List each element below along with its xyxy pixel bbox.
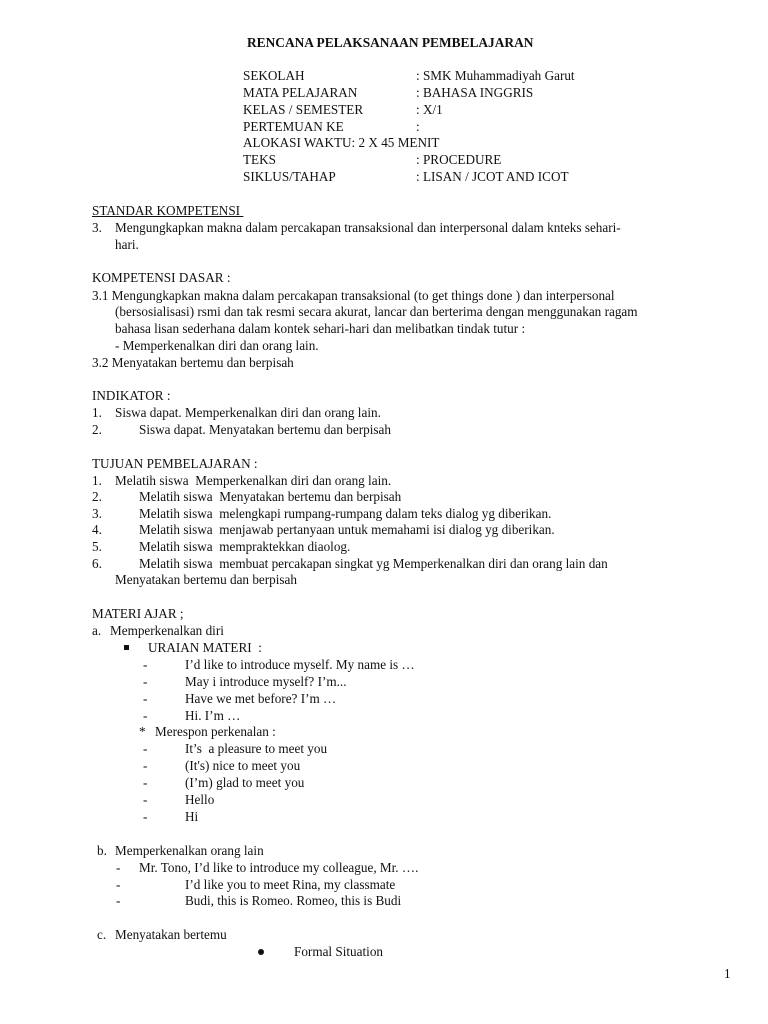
tujuan-item-4: Melatih siswa menjawab pertanyaan untuk memahami isi dialog yg diberikan. (139, 522, 555, 537)
indikator-item-2: Siswa dapat. Menyatakan bertemu dan berpisah (139, 422, 391, 437)
dash-marker: - (143, 758, 148, 773)
tujuan-num-4: 4. (92, 522, 102, 537)
materi-c-text: Menyatakan bertemu (115, 927, 227, 942)
info-value-pertemuan: : (416, 119, 420, 134)
respon-star: * (139, 724, 146, 739)
dash-marker: - (143, 691, 148, 706)
dash-marker: - (143, 708, 148, 723)
kompetensi-heading: KOMPETENSI DASAR : (92, 270, 231, 285)
standar-line-2: hari. (115, 237, 139, 252)
materi-a-text: Memperkenalkan diri (110, 623, 224, 638)
materi-heading: MATERI AJAR ; (92, 606, 184, 621)
standar-num: 3. (92, 220, 102, 235)
uraian-materi-heading: URAIAN MATERI : (148, 640, 262, 655)
info-label-mapel: MATA PELAJARAN (243, 85, 358, 100)
respon-heading: Merespon perkenalan : (155, 724, 276, 739)
document-title: RENCANA PELAKSANAAN PEMBELAJARAN (247, 35, 534, 50)
materi-c-label: c. (97, 927, 107, 942)
indikator-heading: INDIKATOR : (92, 388, 171, 403)
info-label-kelas: KELAS / SEMESTER (243, 102, 364, 117)
round-bullet-icon (258, 949, 264, 955)
respon-line-5: Hi (185, 809, 199, 824)
info-label-teks: TEKS (243, 152, 276, 167)
materi-b-label: b. (97, 843, 107, 858)
tujuan-num-3: 3. (92, 506, 102, 521)
info-label-siklus: SIKLUS/TAHAP (243, 169, 336, 184)
info-value-siklus: : LISAN / JCOT AND ICOT (416, 169, 569, 184)
kompetensi-line-5: 3.2 Menyatakan bertemu dan berpisah (92, 355, 294, 370)
dash-marker: - (116, 877, 121, 892)
tujuan-item-6-cont: Menyatakan bertemu dan berpisah (115, 572, 297, 587)
indikator-num-2: 2. (92, 422, 102, 437)
square-bullet-icon (124, 645, 129, 650)
standar-line-1: Mengungkapkan makna dalam percakapan transaksional dan interpersonal dalam knteks sehari- (115, 220, 621, 235)
intro-line-2: May i introduce myself? I’m... (185, 674, 347, 689)
kompetensi-line-3: bahasa lisan sederhana dalam kontek sehari-hari dan melibatkan tindak tutur : (115, 321, 526, 336)
info-label-pertemuan: PERTEMUAN KE (243, 119, 344, 134)
info-value-sekolah: : SMK Muhammadiyah Garut (416, 68, 575, 83)
dash-marker: - (143, 741, 148, 756)
dash-marker: - (143, 775, 148, 790)
info-label-alokasi: ALOKASI WAKTU: 2 X 45 MENIT (243, 135, 440, 150)
materi-b-text: Memperkenalkan orang lain (115, 843, 264, 858)
tujuan-num-2: 2. (92, 489, 102, 504)
tujuan-item-1: Melatih siswa Memperkenalkan diri dan orang lain. (115, 473, 392, 488)
intro-line-1: I’d like to introduce myself. My name is … (185, 657, 415, 672)
kompetensi-line-1: 3.1 Mengungkapkan makna dalam percakapan transaksional (to get things done ) dan interpersonal (92, 288, 615, 303)
info-label-sekolah: SEKOLAH (243, 68, 305, 83)
b-line-2: I’d like you to meet Rina, my classmate (185, 877, 396, 892)
page-number: 1 (724, 966, 731, 981)
materi-a-label: a. (92, 623, 102, 638)
kompetensi-line-2: (bersosialisasi) rsmi dan tak resmi secara akurat, lancar dan berterima dengan menggunakan ragam (115, 304, 638, 319)
indikator-num-1: 1. (92, 405, 102, 420)
info-value-mapel: : BAHASA INGGRIS (416, 85, 534, 100)
dash-marker: - (143, 809, 148, 824)
tujuan-item-2: Melatih siswa Menyatakan bertemu dan berpisah (139, 489, 402, 504)
respon-line-3: (I’m) glad to meet you (185, 775, 305, 790)
respon-line-1: It’s a pleasure to meet you (185, 741, 328, 756)
indikator-item-1: Siswa dapat. Memperkenalkan diri dan orang lain. (115, 405, 381, 420)
dash-marker: - (143, 674, 148, 689)
dash-marker: - (143, 657, 148, 672)
respon-line-4: Hello (185, 792, 215, 807)
info-value-teks: : PROCEDURE (416, 152, 502, 167)
b-line-1: Mr. Tono, I’d like to introduce my colleague, Mr. …. (139, 860, 419, 875)
standar-heading: STANDAR KOMPETENSI (92, 203, 244, 218)
tujuan-item-5: Melatih siswa mempraktekkan diaolog. (139, 539, 351, 554)
dash-marker: - (116, 860, 121, 875)
tujuan-heading: TUJUAN PEMBELAJARAN : (92, 456, 258, 471)
b-line-3: Budi, this is Romeo. Romeo, this is Budi (185, 893, 402, 908)
dash-marker: - (143, 792, 148, 807)
tujuan-num-6: 6. (92, 556, 102, 571)
kompetensi-line-4: - Memperkenalkan diri dan orang lain. (115, 338, 319, 353)
info-value-kelas: : X/1 (416, 102, 443, 117)
tujuan-item-3: Melatih siswa melengkapi rumpang-rumpang dalam teks dialog yg diberikan. (139, 506, 552, 521)
tujuan-num-5: 5. (92, 539, 102, 554)
tujuan-num-1: 1. (92, 473, 102, 488)
dash-marker: - (116, 893, 121, 908)
tujuan-item-6: Melatih siswa membuat percakapan singkat yg Memperkenalkan diri dan orang lain dan (139, 556, 608, 571)
intro-line-3: Have we met before? I’m … (185, 691, 337, 706)
formal-situation: Formal Situation (294, 944, 384, 959)
intro-line-4: Hi. I’m … (185, 708, 241, 723)
respon-line-2: (It's) nice to meet you (185, 758, 301, 773)
